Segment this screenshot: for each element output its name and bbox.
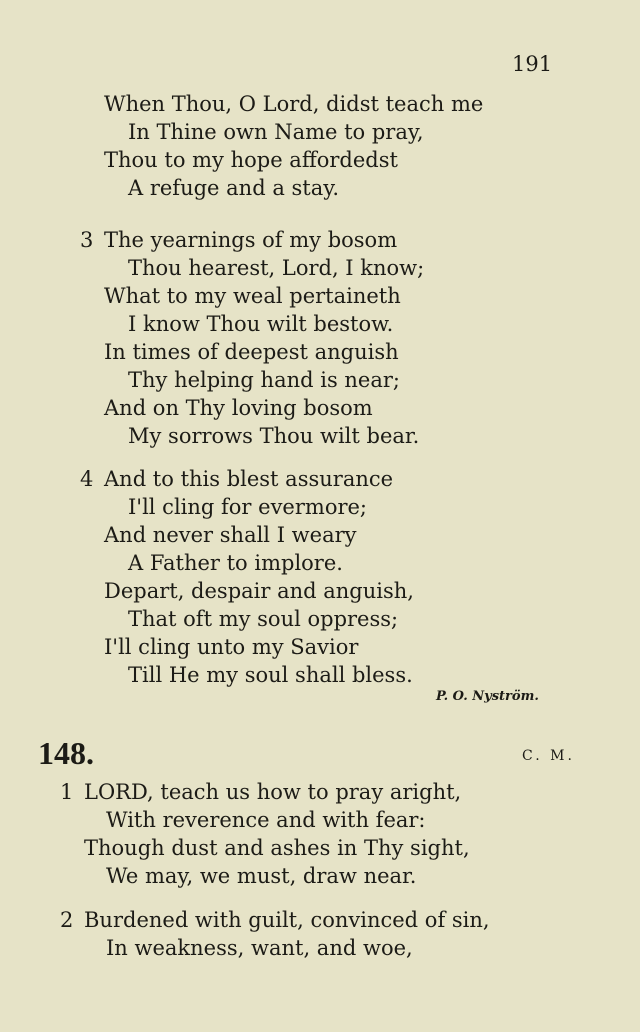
author-attribution: P. O. Nyström. xyxy=(436,689,539,704)
hymn-meter: C. M. xyxy=(522,748,575,764)
verse-line: Though dust and ashes in Thy sight, xyxy=(84,836,470,860)
stanza-number: 3 xyxy=(80,228,94,252)
verse-line: We may, we must, draw near. xyxy=(106,864,417,888)
verse-line: I know Thou wilt bestow. xyxy=(128,312,394,336)
verse-line: In times of deepest anguish xyxy=(104,340,399,364)
verse-line: Thou to my hope affordedst xyxy=(104,148,398,172)
verse-line: My sorrows Thou wilt bear. xyxy=(128,424,420,448)
hymn-number: 148. xyxy=(38,735,94,771)
verse-line: What to my weal pertaineth xyxy=(104,284,401,308)
verse-line: And on Thy loving bosom xyxy=(104,396,373,420)
verse-line: Burdened with guilt, convinced of sin, xyxy=(84,908,490,932)
stanza-number: 2 xyxy=(60,908,74,932)
stanza-number: 1 xyxy=(60,780,74,804)
verse-line: A Father to implore. xyxy=(128,551,343,575)
verse-line: The yearnings of my bosom xyxy=(104,228,398,252)
stanza-number: 4 xyxy=(80,467,94,491)
verse-line: With reverence and with fear: xyxy=(106,808,426,832)
verse-line: And to this blest assurance xyxy=(104,467,394,491)
verse-line: Till He my soul shall bless. xyxy=(128,663,413,687)
verse-line: In Thine own Name to pray, xyxy=(128,120,424,144)
verse-line: I'll cling for evermore; xyxy=(128,495,367,519)
verse-line: In weakness, want, and woe, xyxy=(106,936,413,960)
verse-line: That oft my soul oppress; xyxy=(128,607,399,631)
verse-line: Depart, despair and anguish, xyxy=(104,579,414,603)
verse-line: Thy helping hand is near; xyxy=(128,368,400,392)
verse-line: When Thou, O Lord, didst teach me xyxy=(104,92,484,116)
verse-line: LORD, teach us how to pray aright, xyxy=(84,780,462,804)
verse-line: And never shall I weary xyxy=(104,523,357,547)
verse-line: A refuge and a stay. xyxy=(128,176,339,200)
verse-line: Thou hearest, Lord, I know; xyxy=(128,256,425,280)
page-number: 191 xyxy=(512,52,553,76)
verse-line: I'll cling unto my Savior xyxy=(104,635,359,659)
